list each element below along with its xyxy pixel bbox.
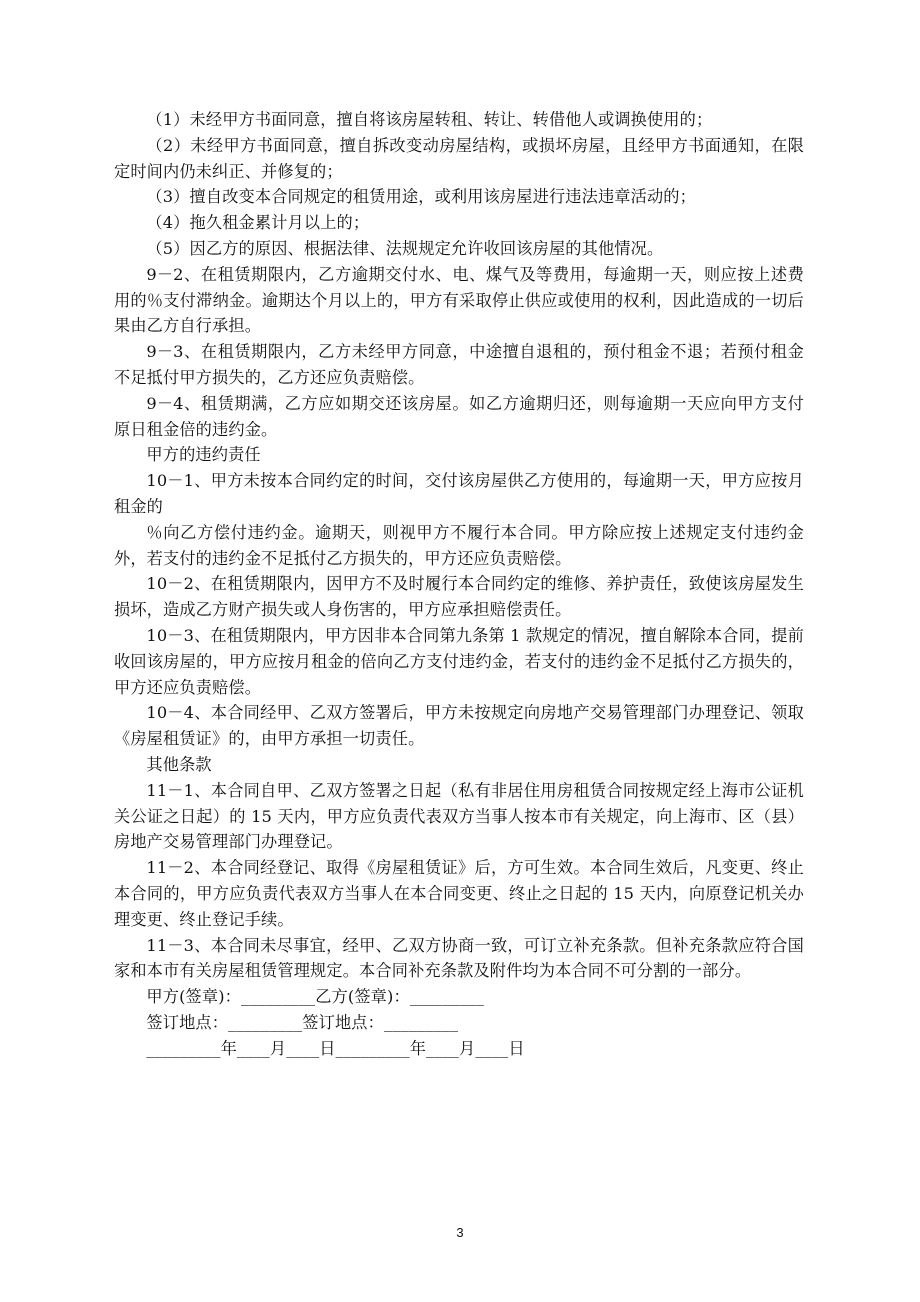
clause-11-2: 11－2、本合同经登记、取得《房屋租赁证》后，方可生效。本合同生效后，凡变更、终止本合同的，甲方应负责代表双方当事人在本合同变更、终止之日起的 15 天内，向原登记机关办理变更、终止登记手续。 (114, 858, 804, 929)
clause-11-1: 11－1、本合同自甲、乙双方签署之日起（私有非居住用房租赁合同按规定经上海市公证机关公证之日起）的 15 天内，甲方应负责代表双方当事人按本市有关规定，向上海市、区（县）房地产交易管理部门办理登记。 (114, 780, 804, 852)
clause-10-1: 10－1、甲方未按本合同约定的时间，交付该房屋供乙方使用的，每逾期一天，甲方应按月租金的 (114, 471, 804, 516)
clause-10-2: 10－2、在租赁期限内，因甲方不及时履行本合同约定的维修、养护责任，致使该房屋发生损坏，造成乙方财产损失或人身伤害的，甲方应承担赔偿责任。 (114, 574, 804, 620)
clause-5: （5）因乙方的原因、根据法律、法规规定允许收回该房屋的其他情况。 (146, 238, 664, 258)
clause-10-1-continued: ％向乙方偿付违约金。逾期天，则视甲方不履行本合同。甲方除应按上述规定支付违约金外，若支付的违约金不足抵付乙方损失的，甲方还应负责赔偿。 (114, 522, 804, 568)
clause-11-3: 11－3、本合同未尽事宜，经甲、乙双方协商一致，可订立补充条款。但补充条款应符合国家和本市有关房屋租赁管理规定。本合同补充条款及附件均为本合同不可分割的一部分。 (114, 935, 804, 981)
clause-3: （3）擅自改变本合同规定的租赁用途，或利用该房屋进行违法违章活动的； (146, 187, 696, 207)
clause-9-2: 9－2、在租赁期限内，乙方逾期交付水、电、煤气及等费用，每逾期一天，则应按上述费用的％支付滞纳金。逾期达个月以上的，甲方有采取停止供应或使用的权利，因此造成的一切后果由乙方自行承担。 (114, 264, 804, 336)
page-number: 3 (456, 1225, 464, 1240)
section-heading-other-terms: 其他条款 (146, 754, 212, 774)
signature-line: 甲方(签章)：_________乙方(签章)：_________ (146, 987, 485, 1007)
section-heading-landlord-liability: 甲方的违约责任 (146, 445, 261, 465)
signing-date-line: _________年____月____日_________年____月____日 (146, 1038, 525, 1058)
clause-10-3: 10－3、在租赁期限内，甲方因非本合同第九条第 1 款规定的情况，擅自解除本合同，提前收回该房屋的，甲方应按月租金的倍向乙方支付违约金，若支付的违约金不足抵付乙方损失的，甲方还应负责赔偿。 (114, 625, 804, 697)
clause-9-4: 9－4、租赁期满，乙方应如期交还该房屋。如乙方逾期归还，则每逾期一天应向甲方支付原日租金倍的违约金。 (114, 393, 804, 439)
clause-9-3: 9－3、在租赁期限内，乙方未经甲方同意，中途擅自退租的，预付租金不退；若预付租金不足抵付甲方损失的，乙方还应负责赔偿。 (114, 342, 804, 387)
clause-4: （4）拖久租金累计月以上的； (146, 213, 370, 233)
signing-location-line: 签订地点：_________签订地点：_________ (146, 1012, 459, 1032)
clause-10-4: 10－4、本合同经甲、乙双方签署后，甲方未按规定向房地产交易管理部门办理登记、领取《房屋租赁证》的，由甲方承担一切责任。 (114, 703, 804, 749)
clause-2: （2）未经甲方书面同意，擅自拆改变动房屋结构，或损坏房屋，且经甲方书面通知，在限定时间内仍未纠正、并修复的； (114, 135, 804, 181)
clause-1: （1）未经甲方书面同意，擅自将该房屋转租、转让、转借他人或调换使用的； (146, 110, 713, 129)
document-body (114, 107, 804, 1061)
